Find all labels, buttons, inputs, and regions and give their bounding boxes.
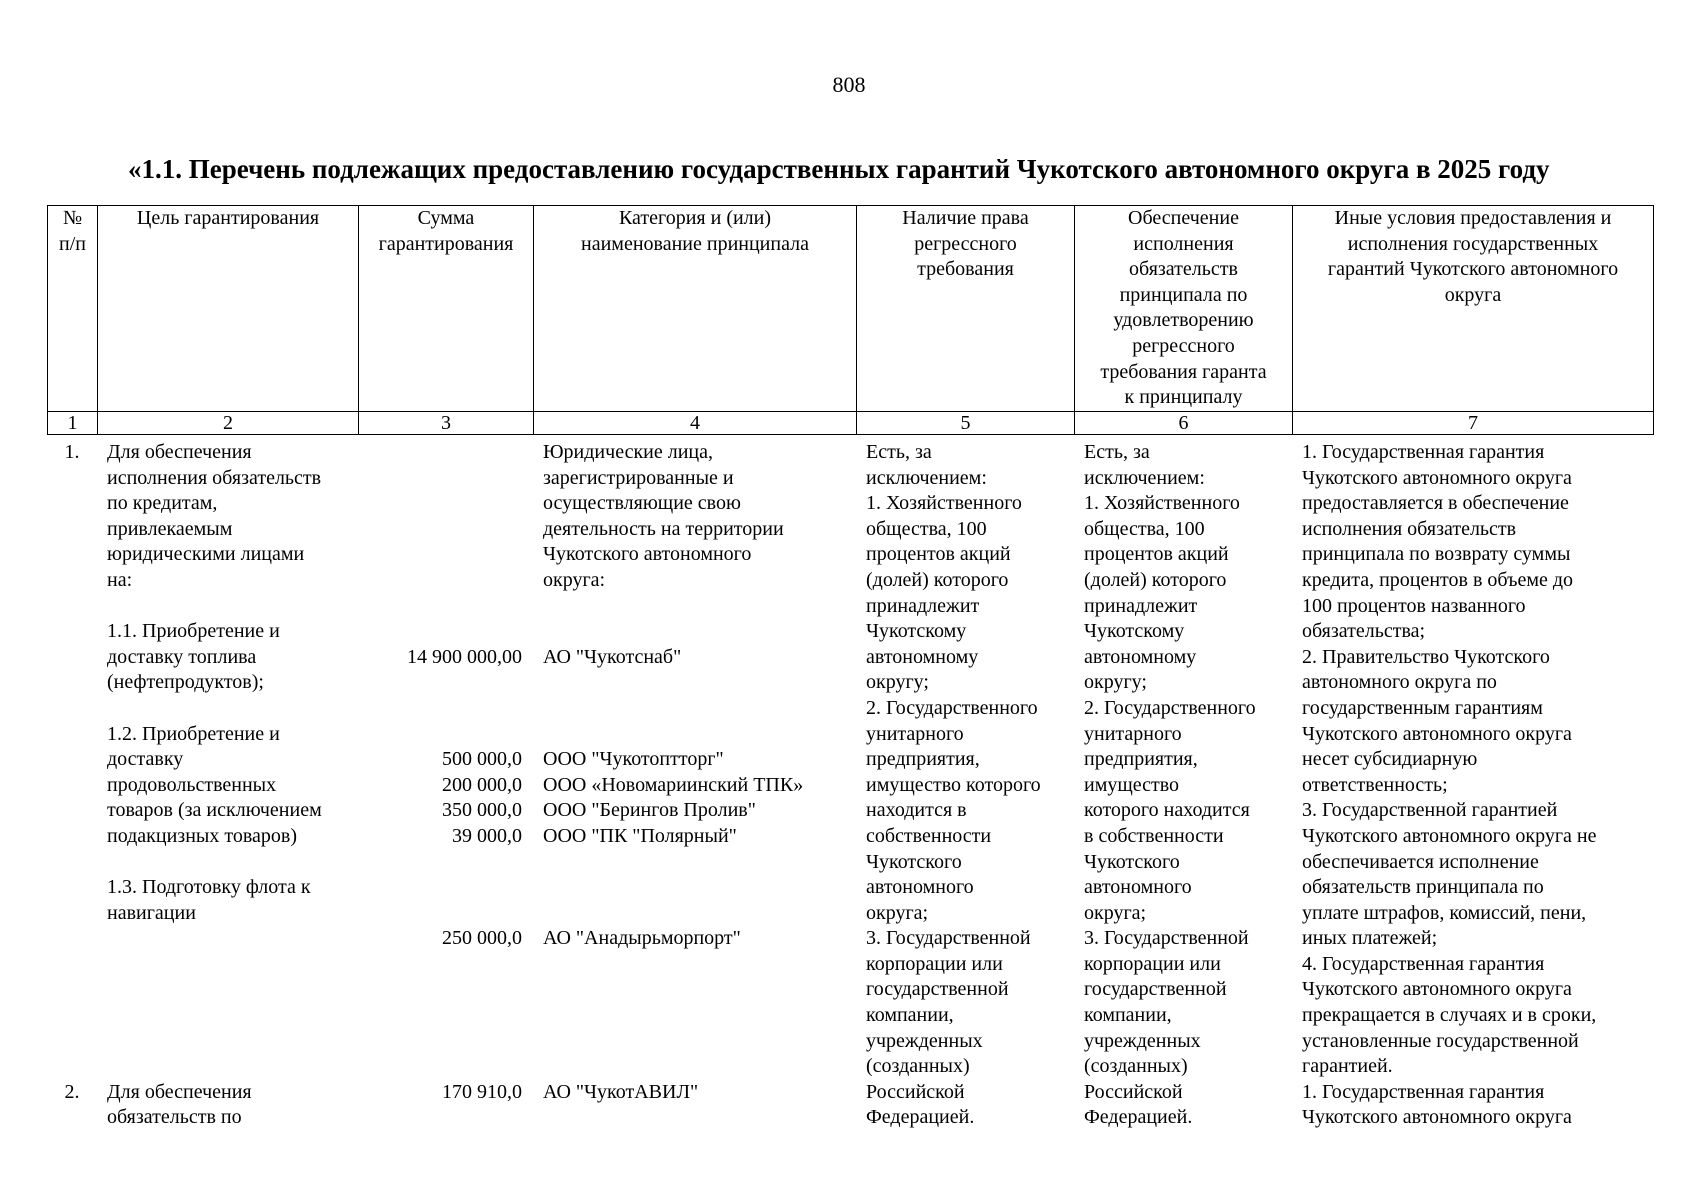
column-header-principal: Категория и (или) наименование принципала [534,206,857,412]
row-amount: 170 910,0 [442,1080,522,1103]
guarantees-table-body [47,440,1653,1131]
table-row [47,1080,1653,1131]
column-headers-row [48,206,1654,412]
row-security: Российской Федерацией. [1084,1080,1193,1129]
row-amount: 14 900 000,00 500 000,0 200 000,0 350 000,0 39 000,0 250 000,0 [407,645,522,950]
column-numbers-row [48,411,1654,434]
row-principal: АО "ЧукотАВИЛ" [543,1080,699,1103]
row-number: 1. [64,441,80,463]
row-conditions: 1. Государственная гарантия Чукотского автономного округа [1302,1080,1572,1129]
column-header-amount: Сумма гарантирования [359,206,534,412]
column-number: 7 [1293,411,1654,434]
row-principal: Юридические лица, зарегистрированные и осуществляющие свою деятельность на территории Чукотского автономного округа: АО "Чукотснаб" ООО "Чукотоптторг" ООО «Новомариинский ТПК» ООО "Берингов Пролив" ООО "ПК "Полярный" АО "Анадырьморпорт" [543,441,804,950]
column-number: 6 [1075,411,1293,434]
column-number: 2 [98,411,359,434]
column-number: 1 [48,411,98,434]
guarantees-table-header [47,205,1654,435]
row-conditions: 1. Государственная гарантия Чукотского автономного округа предоставляется в обеспечение исполнения обязательств принципала по возврату суммы кредита, процентов в объеме до 100 процентов названного обязательства; 2. Правительство Чукотского автономного округа по государственным гарантиям Чукотского автономного округа несет субсидиарную ответственность; 3. Государственной гарантией Чукотского автономного округа не обеспечивается исполнение обязательств принципала по уплате штрафов, комиссий, пени, иных платежей; 4. Государственная гарантия Чукотского автономного округа прекращается в случаях и в сроки, установленные государственной гарантией. [1302,441,1597,1078]
column-number: 4 [534,411,857,434]
column-header-conditions: Иные условия предоставления и исполнения государственных гарантий Чукотского автономного округа [1293,206,1654,412]
column-header-security: Обеспечение исполнения обязательств принципала по удовлетворению регрессного требования гаранта к принципалу [1075,206,1293,412]
row-goal: Для обеспечения обязательств по [107,1080,252,1129]
column-header-goal: Цель гарантирования [98,206,359,412]
row-goal: Для обеспечения исполнения обязательств по кредитам, привлекаемым юридическими лицами на: 1.1. Приобретение и доставку топлива (нефтепродуктов); 1.2. Приобретение и доставку продовольственных товаров (за исключением подакцизных товаров) 1.3. Подготовку флота к навигации [107,441,322,924]
column-number: 5 [857,411,1075,434]
column-number: 3 [359,411,534,434]
row-number: 2. [64,1080,80,1103]
column-header-regress: Наличие права регрессного требования [857,206,1075,412]
column-header-number: № п/п [48,206,98,412]
page-number: 808 [832,72,866,97]
row-regress: Есть, за исключением: 1. Хозяйственного общества, 100 процентов акций (долей) которого принадлежит Чукотскому автономному округу; 2. Государственного унитарного предприятия, имущество которого находится в собственности Чукотского автономного округа; 3. Государственной корпорации или государственной компании, учрежденных (созданных) [866,441,1041,1078]
document-title: «1.1. Перечень подлежащих предоставлению государственных гарантий Чукотского автономного округа в 2025 году [128,154,1550,184]
row-regress: Российской Федерацией. [866,1080,975,1129]
row-security: Есть, за исключением: 1. Хозяйственного общества, 100 процентов акций (долей) которого принадлежит Чукотскому автономному округу; 2. Государственного унитарного предприятия, имущество которого находится в собственности Чукотского автономного округа; 3. Государственной корпорации или государственной компании, учрежденных (созданных) [1084,441,1256,1078]
table-row [47,440,1653,1080]
